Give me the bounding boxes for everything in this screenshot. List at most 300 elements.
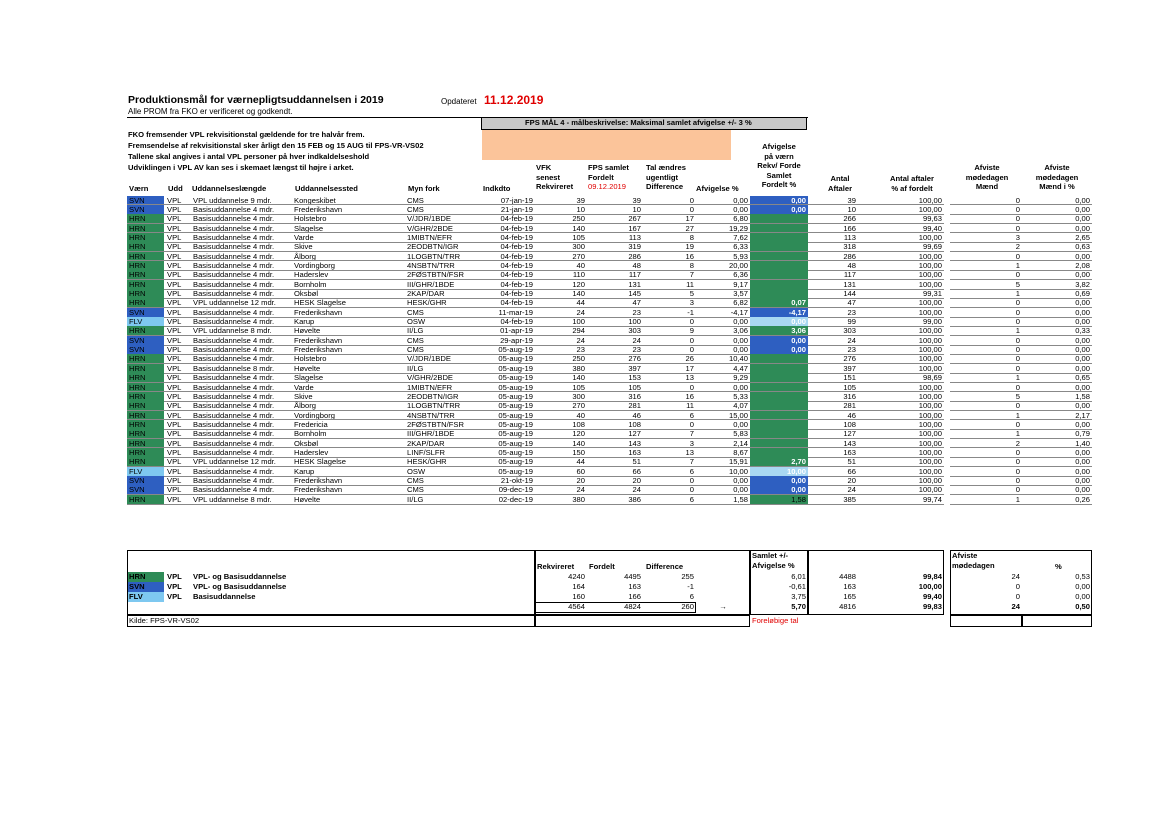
- cell-vfk: 40: [576, 410, 585, 420]
- cell-vaern: SVN: [127, 485, 164, 494]
- cell-fps: 23: [632, 307, 641, 317]
- cell-afv-maend: 0: [1015, 298, 1020, 308]
- cell-fps: 386: [628, 494, 641, 504]
- cell-antal-pct: 100,00: [918, 476, 942, 485]
- cell-indkdto: 05-aug-19: [498, 373, 533, 383]
- cell-samlet: 0,00: [750, 317, 808, 326]
- cell-diff: -1: [687, 307, 694, 317]
- cell-afv-maend-pct: 0,00: [1075, 457, 1090, 467]
- cell-udd: VPL: [167, 242, 182, 252]
- cell-vaern: HRN: [127, 289, 164, 298]
- cell-laengde: Basisuddannelse 4 mdr.: [193, 232, 275, 242]
- cell-vfk: 24: [576, 485, 585, 495]
- cell-udd: VPL: [167, 373, 182, 383]
- cell-udd: VPL: [167, 307, 182, 317]
- cell-afv-maend: 0: [1015, 214, 1020, 224]
- cell-indkdto: 21-jan-19: [500, 204, 533, 214]
- cell-indkdto: 09-dec-19: [498, 485, 533, 495]
- cell-fps: 319: [628, 242, 641, 252]
- cell-fork: OSW: [407, 317, 426, 327]
- cell-afv-maend: 0: [1015, 270, 1020, 280]
- cell-afv-maend-pct: 0,00: [1075, 476, 1090, 485]
- cell-udd: VPL: [167, 438, 182, 448]
- cell-antal-pct: 100,00: [918, 466, 942, 476]
- cell-fork: III/GHR/1BDE: [407, 429, 455, 439]
- cell-sted: Frederikshavn: [294, 345, 343, 355]
- cell-diff: 11: [686, 279, 694, 289]
- sum-fordelt-header: Fordelt: [589, 562, 615, 571]
- summary-left-box: [127, 550, 535, 615]
- sum-label: VPL- og Basisuddannelse: [193, 582, 287, 591]
- cell-afv-maend: 5: [1015, 391, 1020, 401]
- cell-laengde: Basisuddannelse 4 mdr.: [193, 429, 275, 439]
- cell-indkdto: 04-feb-19: [500, 223, 533, 233]
- cell-antal: 23: [847, 345, 856, 355]
- cell-vfk: 250: [572, 354, 585, 364]
- summary-afv-box: [950, 550, 1092, 615]
- cell-vfk: 60: [576, 466, 585, 476]
- cell-diff: 6: [689, 410, 694, 420]
- sum-diff: -1: [687, 582, 694, 591]
- cell-vfk: 23: [576, 345, 585, 355]
- cell-diff: 7: [689, 429, 694, 439]
- cell-fork: 1LOGBTN/TRR: [407, 251, 461, 261]
- cell-fps: 143: [628, 438, 641, 448]
- cell-sted: Varde: [294, 232, 314, 242]
- cell-antal: 286: [843, 251, 856, 261]
- cell-afv-maend-pct: 0,00: [1075, 223, 1090, 233]
- cell-vaern: HRN: [127, 214, 164, 223]
- cell-afv-maend-pct: 0,69: [1075, 289, 1090, 298]
- col-antal: Antal Aftaler: [827, 174, 853, 193]
- cell-sted: Bornholm: [294, 279, 327, 289]
- cell-udd: VPL: [167, 326, 182, 336]
- sum-udd: VPL: [167, 572, 182, 581]
- cell-afv-maend-pct: 2,17: [1075, 410, 1090, 420]
- cell-antal: 24: [847, 335, 856, 345]
- cell-udd: VPL: [167, 457, 182, 467]
- cell-antal: 316: [843, 391, 856, 401]
- cell-vfk: 105: [572, 382, 585, 392]
- cell-sted: Bornholm: [294, 429, 327, 439]
- total-rekv: 4564: [568, 602, 585, 611]
- cell-sted: Haderslev: [294, 447, 329, 457]
- cell-indkdto: 05-aug-19: [498, 391, 533, 401]
- cell-sted: Slagelse: [294, 373, 324, 383]
- cell-laengde: Basisuddannelse 4 mdr.: [193, 307, 275, 317]
- sum-fordelt: 4495: [624, 572, 641, 581]
- cell-vaern: HRN: [127, 326, 164, 335]
- cell-laengde: VPL uddannelse 8 mdr.: [193, 326, 272, 336]
- cell-antal-pct: 100,00: [918, 232, 942, 242]
- cell-antal: 20: [847, 476, 856, 485]
- cell-udd: VPL: [167, 232, 182, 242]
- cell-fork: II/LG: [407, 363, 424, 373]
- cell-diff: 6: [689, 494, 694, 504]
- cell-vfk: 24: [576, 307, 585, 317]
- cell-afv: 9,17: [733, 279, 748, 289]
- cell-udd: VPL: [167, 410, 182, 420]
- cell-laengde: Basisuddannelse 4 mdr.: [193, 391, 275, 401]
- cell-antal-pct: 100,00: [918, 363, 942, 373]
- cell-diff: 0: [689, 419, 694, 429]
- cell-afv-maend: 1: [1015, 373, 1020, 383]
- cell-antal: 117: [843, 270, 856, 280]
- cell-indkdto: 04-feb-19: [500, 260, 533, 270]
- row-divider: [950, 504, 1092, 505]
- total-samlet: 5,70: [791, 602, 806, 611]
- cell-indkdto: 02-dec-19: [498, 494, 533, 504]
- total-diff: 260: [681, 602, 694, 611]
- cell-vaern: HRN: [127, 233, 164, 242]
- cell-indkdto: 05-aug-19: [498, 382, 533, 392]
- cell-afv-maend-pct: 0,00: [1075, 401, 1090, 411]
- cell-afv: 15,91: [728, 457, 748, 467]
- col-indkdto: Indkdto: [483, 184, 511, 193]
- cell-sted: Fredericia: [294, 419, 328, 429]
- cell-fork: II/LG: [407, 326, 424, 336]
- cell-udd: VPL: [167, 485, 182, 495]
- cell-vaern: HRN: [127, 364, 164, 373]
- sum-label: VPL- og Basisuddannelse: [193, 572, 287, 581]
- cell-vaern: HRN: [127, 354, 164, 363]
- fps-goal: FPS MÅL 4 - målbeskrivelse: Maksimal samlet afvigelse +/- 3 %: [525, 118, 752, 127]
- cell-indkdto: 04-feb-19: [500, 242, 533, 252]
- sum-udd: VPL: [167, 592, 182, 601]
- cell-fork: 2KAP/DAR: [407, 289, 445, 298]
- cell-udd: VPL: [167, 391, 182, 401]
- intro-line-3: Tallene skal angives i antal VPL personer på hver indkaldelseshold: [128, 152, 370, 161]
- cell-afv-maend: 1: [1015, 326, 1020, 336]
- sum-samlet: -0,61: [788, 582, 806, 591]
- cell-vaern: SVN: [127, 345, 164, 354]
- cell-indkdto: 05-aug-19: [498, 447, 533, 457]
- cell-antal: 46: [847, 410, 856, 420]
- sum-afv-pct: 0,00: [1075, 592, 1090, 601]
- total-afv-pct: 0,50: [1075, 602, 1090, 611]
- cell-antal: 24: [847, 485, 856, 495]
- cell-vfk: 120: [572, 429, 585, 439]
- cell-afv-maend: 0: [1015, 447, 1020, 457]
- cell-afv: 10,00: [728, 466, 748, 476]
- cell-afv-maend: 0: [1015, 251, 1020, 261]
- cell-indkdto: 05-aug-19: [498, 429, 533, 439]
- cell-afv-maend: 1: [1015, 289, 1020, 298]
- sum-fordelt: 163: [628, 582, 641, 591]
- cell-vfk: 44: [576, 457, 585, 467]
- intro-line-2: Fremsendelse af rekvisitionstal sker årligt den 15 FEB og 15 AUG til FPS-VR-VS02: [128, 141, 424, 150]
- cell-afv: -4,17: [730, 307, 748, 317]
- cell-udd: VPL: [167, 279, 182, 289]
- cell-indkdto: 04-feb-19: [500, 298, 533, 308]
- cell-udd: VPL: [167, 214, 182, 224]
- cell-vaern: HRN: [127, 383, 164, 392]
- cell-afv: 10,40: [728, 354, 748, 364]
- cell-sted: Kongeskibet: [294, 195, 336, 205]
- cell-vfk: 110: [572, 270, 585, 280]
- cell-udd: VPL: [167, 466, 182, 476]
- cell-antal-pct: 100,00: [918, 204, 942, 214]
- cell-afv-maend-pct: 1,58: [1075, 391, 1090, 401]
- col-fork: Myn fork: [408, 184, 440, 193]
- cell-afv-maend-pct: 0,00: [1075, 307, 1090, 317]
- cell-fps: 10: [632, 204, 641, 214]
- cell-indkdto: 05-aug-19: [498, 345, 533, 355]
- cell-samlet: 10,00: [750, 467, 808, 476]
- cell-vfk: 40: [576, 260, 585, 270]
- cell-antal: 144: [843, 289, 856, 298]
- cell-vfk: 300: [572, 391, 585, 401]
- cell-afv: 0,00: [733, 485, 748, 495]
- cell-indkdto: 29-apr-19: [500, 335, 533, 345]
- cell-fps: 66: [632, 466, 641, 476]
- cell-laengde: Basisuddannelse 4 mdr.: [193, 447, 275, 457]
- cell-vfk: 140: [572, 223, 585, 233]
- cell-vaern: HRN: [127, 373, 164, 382]
- col-afv-maend-pct: Afviste mødedagen Mænd i %: [1035, 163, 1079, 192]
- cell-antal-pct: 100,00: [918, 307, 942, 317]
- cell-fork: 2KAP/DAR: [407, 438, 445, 448]
- cell-afv-maend: 0: [1015, 457, 1020, 467]
- cell-fps: 46: [632, 410, 641, 420]
- cell-fps: 163: [628, 447, 641, 457]
- cell-antal-pct: 100,00: [918, 251, 942, 261]
- cell-indkdto: 11-mar-19: [498, 307, 533, 317]
- cell-fps: 24: [632, 485, 641, 495]
- cell-afv-maend-pct: 0,00: [1075, 298, 1090, 308]
- updated-date: 11.12.2019: [484, 93, 544, 107]
- cell-afv-maend: 3: [1015, 232, 1020, 242]
- cell-afv-maend: 0: [1015, 401, 1020, 411]
- cell-vaern: SVN: [127, 336, 164, 345]
- cell-laengde: Basisuddannelse 4 mdr.: [193, 438, 275, 448]
- cell-afv: 6,36: [733, 270, 748, 280]
- cell-vaern: HRN: [127, 252, 164, 261]
- cell-antal: 397: [843, 363, 856, 373]
- cell-udd: VPL: [167, 382, 182, 392]
- cell-fork: CMS: [407, 335, 424, 345]
- cell-antal-pct: 100,00: [918, 429, 942, 439]
- cell-laengde: Basisuddannelse 4 mdr.: [193, 354, 275, 364]
- cell-laengde: Basisuddannelse 4 mdr.: [193, 214, 275, 224]
- col-samlet: Afvigelse på værn Rekv/ Forde Samlet Fordelt %: [757, 142, 801, 190]
- cell-samlet: 1,58: [750, 495, 808, 504]
- col-antal-pct: Antal aftaler % af fordelt: [890, 174, 934, 193]
- cell-laengde: VPL uddannelse 8 mdr.: [193, 494, 272, 504]
- cell-afv: 6,80: [733, 214, 748, 224]
- cell-sted: Holstebro: [294, 354, 327, 364]
- cell-afv-maend-pct: 0,65: [1075, 373, 1090, 383]
- cell-indkdto: 05-aug-19: [498, 354, 533, 364]
- cell-antal-pct: 100,00: [918, 401, 942, 411]
- summary-samlet-box: [750, 550, 808, 615]
- sum-label: Basisuddannelse: [193, 592, 256, 601]
- col-afv-maend: Afviste mødedagen Mænd: [965, 163, 1009, 192]
- cell-antal: 105: [843, 382, 856, 392]
- cell-indkdto: 21-okt-19: [500, 476, 533, 485]
- cell-antal: 151: [843, 373, 856, 383]
- cell-samlet: -4,17: [750, 308, 808, 317]
- cell-afv-maend-pct: 0,79: [1075, 429, 1090, 439]
- cell-vfk: 270: [572, 251, 585, 261]
- cell-afv-maend: 0: [1015, 223, 1020, 233]
- page-subtitle: Alle PROM fra FKO er verificeret og godkendt.: [128, 107, 293, 116]
- cell-laengde: Basisuddannelse 4 mdr.: [193, 242, 275, 252]
- cell-diff: 27: [685, 223, 694, 233]
- cell-afv-maend-pct: 0,00: [1075, 270, 1090, 280]
- blank-box: [535, 615, 750, 627]
- cell-udd: VPL: [167, 494, 182, 504]
- cell-antal-pct: 99,40: [922, 223, 942, 233]
- cell-indkdto: 01-apr-19: [500, 326, 533, 336]
- cell-afv-maend: 0: [1015, 485, 1020, 495]
- cell-antal: 131: [843, 279, 856, 289]
- cell-vfk: 108: [572, 419, 585, 429]
- cell-afv-maend: 0: [1015, 419, 1020, 429]
- cell-antal-pct: 100,00: [918, 485, 942, 495]
- sum-pct: 99,84: [922, 572, 942, 581]
- cell-diff: 16: [685, 391, 694, 401]
- cell-fork: V/GHR/2BDE: [407, 223, 453, 233]
- cell-afv-maend: 0: [1015, 195, 1020, 205]
- cell-vaern: HRN: [127, 242, 164, 251]
- cell-vfk: 140: [572, 289, 585, 298]
- cell-antal-pct: 99,00: [922, 317, 942, 327]
- cell-samlet: 0,00: [750, 345, 808, 354]
- sum-vaern: FLV: [127, 592, 164, 602]
- cell-afv: 9,29: [733, 373, 748, 383]
- cell-sted: Oksbøl: [294, 438, 319, 448]
- cell-fork: 1LOGBTN/TRR: [407, 401, 461, 411]
- peach-band: [482, 130, 731, 160]
- cell-antal-pct: 100,00: [918, 298, 942, 308]
- cell-vfk: 270: [572, 401, 585, 411]
- cell-udd: VPL: [167, 251, 182, 261]
- cell-laengde: Basisuddannelse 4 mdr.: [193, 289, 275, 298]
- cell-diff: 16: [685, 251, 694, 261]
- cell-indkdto: 05-aug-19: [498, 401, 533, 411]
- cell-afv: 0,00: [733, 476, 748, 485]
- cell-afv-maend: 0: [1015, 363, 1020, 373]
- cell-fork: 2EODBTN/IGR: [407, 242, 459, 252]
- cell-vfk: 10: [576, 204, 585, 214]
- sum-pct: 100,00: [918, 582, 942, 591]
- sum-samlet: 3,75: [791, 592, 806, 601]
- sum-pct: 99,40: [922, 592, 942, 601]
- cell-afv-maend-pct: 0,00: [1075, 317, 1090, 327]
- cell-afv-maend-pct: 0,00: [1075, 214, 1090, 224]
- cell-sted: Høvelte: [294, 494, 321, 504]
- cell-afv-maend-pct: 0,00: [1075, 251, 1090, 261]
- cell-fps: 316: [628, 391, 641, 401]
- cell-diff: 3: [689, 298, 694, 308]
- col-vfk: VFK senest Rekvireret: [536, 163, 574, 192]
- cell-indkdto: 05-aug-19: [498, 419, 533, 429]
- cell-vaern: HRN: [127, 401, 164, 410]
- cell-afv: 5,33: [733, 391, 748, 401]
- sum-diff: 255: [681, 572, 694, 581]
- cell-sted: Frederikshavn: [294, 335, 343, 345]
- sum-antal: 163: [843, 582, 856, 591]
- cell-fps: 105: [628, 382, 641, 392]
- cell-vaern: HRN: [127, 457, 164, 466]
- cell-afv-maend: 0: [1015, 204, 1020, 214]
- cell-diff: 17: [685, 214, 694, 224]
- cell-fork: 4NSBTN/TRR: [407, 410, 455, 420]
- cell-afv: 5,93: [733, 251, 748, 261]
- cell-afv-maend-pct: 2,08: [1075, 260, 1090, 270]
- cell-diff: 13: [685, 373, 694, 383]
- cell-antal-pct: 100,00: [918, 391, 942, 401]
- total-pct: 99,83: [922, 602, 942, 611]
- sum-antal: 165: [843, 592, 856, 601]
- cell-sted: Vordingborg: [294, 260, 335, 270]
- cell-antal-pct: 100,00: [918, 447, 942, 457]
- sum-vaern: HRN: [127, 572, 164, 582]
- cell-fork: 2FØSTBTN/FSR: [407, 419, 464, 429]
- cell-samlet: 0,00: [750, 336, 808, 345]
- cell-diff: 11: [686, 401, 694, 411]
- cell-fork: CMS: [407, 485, 424, 495]
- cell-vfk: 294: [572, 326, 585, 336]
- col-udd: Udd: [168, 184, 183, 193]
- cell-antal: 113: [843, 232, 856, 242]
- cell-udd: VPL: [167, 223, 182, 233]
- cell-afv: 3,06: [733, 326, 748, 336]
- cell-samlet: 0,00: [750, 485, 808, 494]
- cell-afv: 3,57: [733, 289, 748, 298]
- cell-vaern: HRN: [127, 448, 164, 457]
- cell-fps: 397: [628, 363, 641, 373]
- cell-vfk: 120: [572, 279, 585, 289]
- cell-fps: 39: [632, 195, 641, 205]
- cell-diff: 13: [685, 447, 694, 457]
- cell-afv-maend-pct: 0,00: [1075, 466, 1090, 476]
- cell-laengde: Basisuddannelse 4 mdr.: [193, 335, 275, 345]
- cell-afv-maend: 0: [1015, 307, 1020, 317]
- col-laengde: Uddannelseslængde: [192, 184, 267, 193]
- cell-sted: Karup: [294, 317, 315, 327]
- sum-afv: 0: [1015, 582, 1020, 591]
- cell-fps: 167: [628, 223, 641, 233]
- cell-indkdto: 04-feb-19: [500, 214, 533, 224]
- sum-afv: 24: [1011, 572, 1020, 581]
- cell-vfk: 20: [576, 476, 585, 485]
- cell-udd: VPL: [167, 260, 182, 270]
- cell-antal-pct: 99,63: [922, 214, 942, 224]
- cell-udd: VPL: [167, 363, 182, 373]
- cell-antal-pct: 100,00: [918, 326, 942, 336]
- cell-vfk: 380: [572, 494, 585, 504]
- cell-vfk: 140: [572, 438, 585, 448]
- cell-udd: VPL: [167, 270, 182, 280]
- cell-afv-maend-pct: 0,00: [1075, 195, 1090, 205]
- cell-indkdto: 04-feb-19: [500, 251, 533, 261]
- cell-udd: VPL: [167, 298, 182, 308]
- cell-antal-pct: 100,00: [918, 335, 942, 345]
- cell-fps: 127: [628, 429, 641, 439]
- cell-vaern: HRN: [127, 439, 164, 448]
- sum-pct-header: %: [1055, 562, 1062, 571]
- cell-fps: 117: [628, 270, 641, 280]
- cell-diff: 26: [685, 354, 694, 364]
- cell-afv-maend-pct: 0,26: [1075, 494, 1090, 504]
- sum-rekv: 160: [572, 592, 585, 601]
- cell-vaern: HRN: [127, 224, 164, 233]
- cell-afv-maend: 0: [1015, 476, 1020, 485]
- sum-antal: 4488: [839, 572, 856, 581]
- cell-afv-maend-pct: 0,00: [1075, 363, 1090, 373]
